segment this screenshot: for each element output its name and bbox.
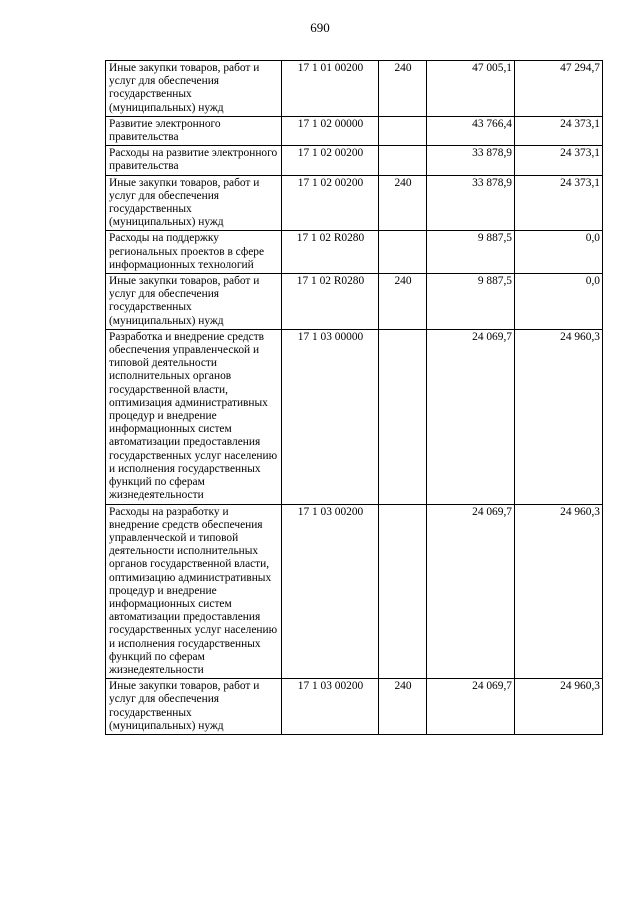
table-row: [106, 274, 603, 330]
expense-name-cell: Иные закупки товаров, работ и услуг для обеспечения государственных (муниципальных) нужд: [106, 175, 282, 231]
amount-year-2-cell: 47 294,7: [515, 61, 603, 117]
amount-year-2-cell: 24 960,3: [515, 679, 603, 735]
budget-code-cell: 17 1 02 00200: [282, 146, 379, 175]
expense-type-cell: [379, 231, 427, 274]
budget-table: [105, 60, 603, 735]
expense-type-cell: 240: [379, 274, 427, 330]
expense-name-cell: Иные закупки товаров, работ и услуг для обеспечения государственных (муниципальных) нужд: [106, 679, 282, 735]
amount-year-1-cell: 9 887,5: [427, 231, 515, 274]
expense-name-cell: Иные закупки товаров, работ и услуг для обеспечения государственных (муниципальных) нужд: [106, 61, 282, 117]
budget-code-cell: 17 1 03 00200: [282, 679, 379, 735]
table-row: [106, 116, 603, 145]
expense-type-cell: 240: [379, 61, 427, 117]
budget-code-cell: 17 1 03 00200: [282, 504, 379, 679]
table-row: [106, 329, 603, 504]
budget-code-cell: 17 1 02 00000: [282, 116, 379, 145]
table-row: [106, 61, 603, 117]
amount-year-1-cell: 33 878,9: [427, 175, 515, 231]
amount-year-1-cell: 43 766,4: [427, 116, 515, 145]
table-row: [106, 231, 603, 274]
amount-year-1-cell: 47 005,1: [427, 61, 515, 117]
amount-year-2-cell: 24 373,1: [515, 175, 603, 231]
expense-type-cell: 240: [379, 175, 427, 231]
expense-type-cell: [379, 146, 427, 175]
budget-table-body: [106, 61, 603, 735]
expense-type-cell: [379, 329, 427, 504]
amount-year-1-cell: 33 878,9: [427, 146, 515, 175]
expense-type-cell: [379, 504, 427, 679]
budget-code-cell: 17 1 02 R0280: [282, 231, 379, 274]
budget-code-cell: 17 1 02 R0280: [282, 274, 379, 330]
table-row: [106, 175, 603, 231]
amount-year-2-cell: 24 373,1: [515, 146, 603, 175]
amount-year-1-cell: 9 887,5: [427, 274, 515, 330]
budget-code-cell: 17 1 03 00000: [282, 329, 379, 504]
expense-name-cell: Иные закупки товаров, работ и услуг для обеспечения государственных (муниципальных) нужд: [106, 274, 282, 330]
expense-name-cell: Разработка и внедрение средств обеспечения управленческой и типовой деятельности исполнительных органов государственной власти, оптимизация административных процедур и внедрение информационных систем автоматизации предоставления государственных услуг населению и исполнения государственных функций по сферам жизнедеятельности: [106, 329, 282, 504]
page-number: 690: [310, 20, 330, 35]
expense-name-cell: Развитие электронного правительства: [106, 116, 282, 145]
table-row: [106, 679, 603, 735]
amount-year-2-cell: 24 960,3: [515, 504, 603, 679]
budget-code-cell: 17 1 01 00200: [282, 61, 379, 117]
expense-name-cell: Расходы на развитие электронного правительства: [106, 146, 282, 175]
expense-name-cell: Расходы на разработку и внедрение средств обеспечения управленческой и типовой деятельности исполнительных органов государственной власти, оптимизацию административных процедур и внедрение информационных систем автоматизации предоставления государственных услуг населению и исполнения государственных функций по сферам жизнедеятельности: [106, 504, 282, 679]
amount-year-2-cell: 0,0: [515, 274, 603, 330]
amount-year-1-cell: 24 069,7: [427, 679, 515, 735]
expense-type-cell: [379, 116, 427, 145]
amount-year-2-cell: 0,0: [515, 231, 603, 274]
expense-type-cell: 240: [379, 679, 427, 735]
amount-year-1-cell: 24 069,7: [427, 504, 515, 679]
amount-year-1-cell: 24 069,7: [427, 329, 515, 504]
expense-name-cell: Расходы на поддержку региональных проектов в сфере информационных технологий: [106, 231, 282, 274]
amount-year-2-cell: 24 373,1: [515, 116, 603, 145]
table-row: [106, 504, 603, 679]
budget-code-cell: 17 1 02 00200: [282, 175, 379, 231]
amount-year-2-cell: 24 960,3: [515, 329, 603, 504]
table-row: [106, 146, 603, 175]
